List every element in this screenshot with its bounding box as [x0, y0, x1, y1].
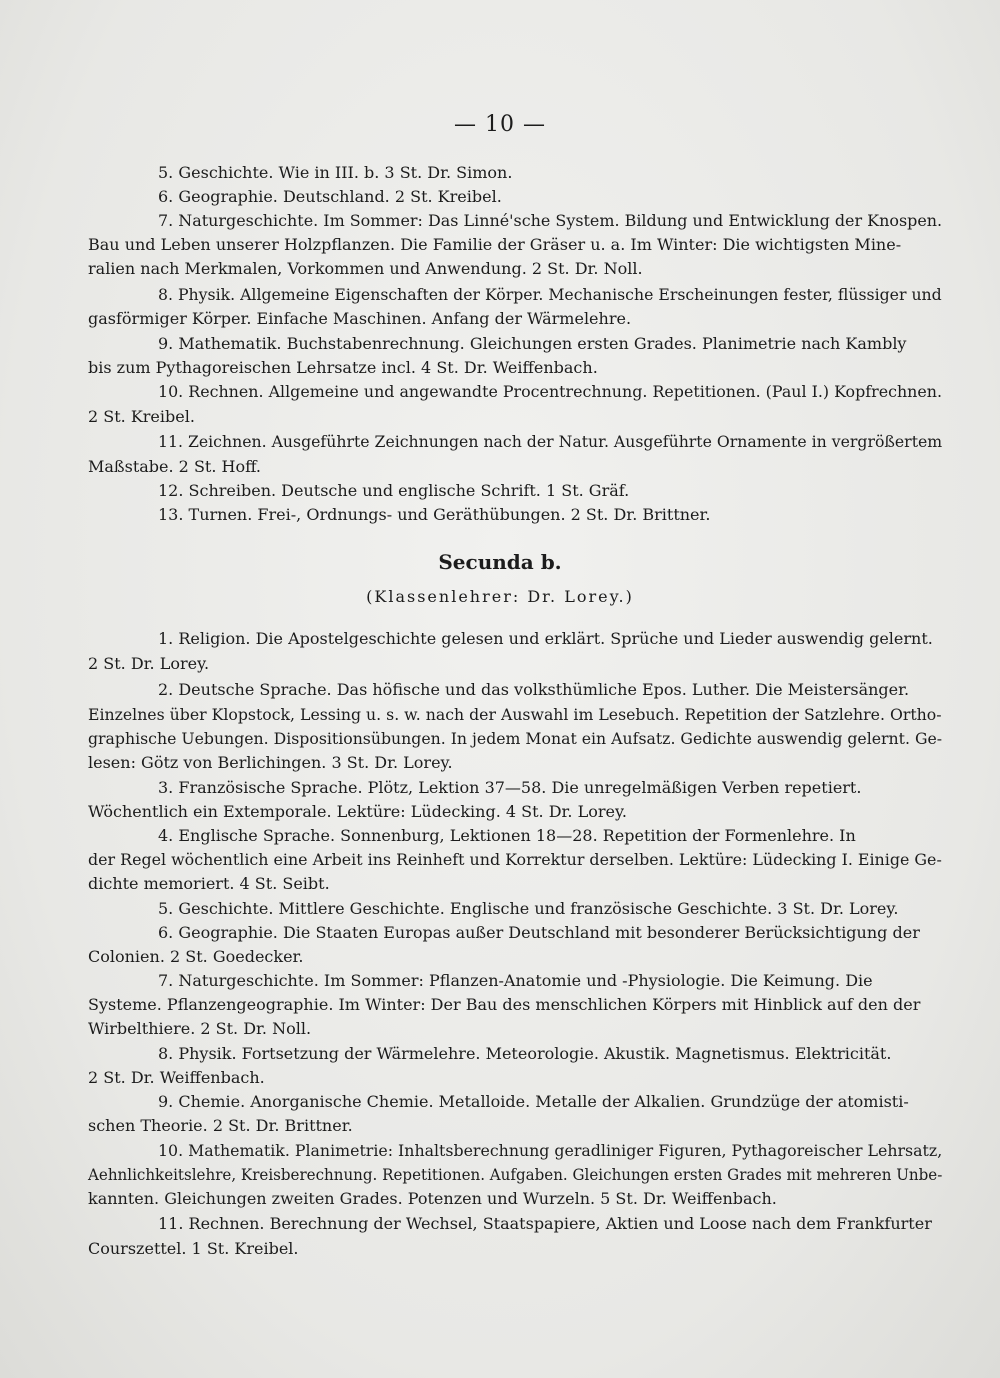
text-line: 6. Geographie. Die Staaten Europas außer Deutschland mit besonderer Berücksichtigung der [158, 923, 920, 942]
text-line: 13. Turnen. Frei-, Ordnungs- und Geräthübungen. 2 St. Dr. Brittner. [158, 505, 711, 524]
text-line: 4. Englische Sprache. Sonnenburg, Lektionen 18—28. Repetition der Formenlehre. In [158, 826, 856, 845]
text-line: 2. Deutsche Sprache. Das höfische und das volksthümliche Epos. Luther. Die Meistersänger. [158, 680, 910, 699]
text-line: 7. Naturgeschichte. Im Sommer: Das Linné'sche System. Bildung und Entwicklung der Knospen. [158, 211, 943, 230]
text-line: 10. Rechnen. Allgemeine und angewandte Procentrechnung. Repetitionen. (Paul I.) Kopfrechnen. [158, 382, 943, 401]
text-line: Aehnlichkeitslehre, Kreisberechnung. Repetitionen. Aufgaben. Gleichungen ersten Grades mit mehreren Unbe- [88, 1165, 943, 1184]
text-line: 11. Rechnen. Berechnung der Wechsel, Staatspapiere, Aktien und Loose nach dem Frankfurter [158, 1214, 932, 1233]
text-line: Einzelnes über Klopstock, Lessing u. s. w. nach der Auswahl im Lesebuch. Repetition der Satzlehre. Ortho- [88, 705, 942, 724]
text-line: 8. Physik. Fortsetzung der Wärmelehre. Meteorologie. Akustik. Magnetismus. Elektricität. [158, 1044, 892, 1063]
text-line: Courszettel. 1 St. Kreibel. [88, 1239, 299, 1258]
text-line: 12. Schreiben. Deutsche und englische Schrift. 1 St. Gräf. [158, 481, 630, 500]
text-line: der Regel wöchentlich eine Arbeit ins Reinheft und Korrektur derselben. Lektüre: Lüdecking I. Einige Ge- [88, 850, 942, 869]
text-line: Bau und Leben unserer Holzpflanzen. Die Familie der Gräser u. a. Im Winter: Die wichtigsten Mine- [88, 235, 902, 254]
text-line: kannten. Gleichungen zweiten Grades. Potenzen und Wurzeln. 5 St. Dr. Weiffenbach. [88, 1189, 777, 1208]
text-line: Colonien. 2 St. Goedecker. [88, 947, 304, 966]
text-line: schen Theorie. 2 St. Dr. Brittner. [88, 1116, 353, 1135]
text-line: 2 St. Kreibel. [88, 407, 195, 426]
text-line: 5. Geschichte. Mittlere Geschichte. Englische und französische Geschichte. 3 St. Dr. Lorey. [158, 899, 899, 918]
text-line: 10. Mathematik. Planimetrie: Inhaltsberechnung geradliniger Figuren, Pythagoreischer Lehrsatz, [158, 1141, 943, 1160]
text-line: 9. Chemie. Anorganische Chemie. Metalloide. Metalle der Alkalien. Grundzüge der atomisti- [158, 1092, 909, 1111]
text-line: bis zum Pythagoreischen Lehrsatze incl. 4 St. Dr. Weiffenbach. [88, 358, 598, 377]
text-line: gasförmiger Körper. Einfache Maschinen. Anfang der Wärmelehre. [88, 309, 632, 328]
text-line: Wöchentlich ein Extemporale. Lektüre: Lüdecking. 4 St. Dr. Lorey. [88, 802, 627, 821]
text-line: Wirbelthiere. 2 St. Dr. Noll. [88, 1019, 312, 1038]
text-line: graphische Uebungen. Dispositionsübungen. In jedem Monat ein Aufsatz. Gedichte auswendig gelernt. Ge- [88, 729, 943, 748]
text-line: Systeme. Pflanzengeographie. Im Winter: Der Bau des menschlichen Körpers mit Hinblick auf den der [88, 995, 921, 1014]
text-line: 11. Zeichnen. Ausgeführte Zeichnungen nach der Natur. Ausgeführte Ornamente in vergrößertem [158, 432, 943, 451]
text-line: ralien nach Merkmalen, Vorkommen und Anwendung. 2 St. Dr. Noll. [88, 259, 643, 278]
text-line: dichte memoriert. 4 St. Seibt. [88, 874, 330, 893]
text-line: Maßstabe. 2 St. Hoff. [88, 457, 261, 476]
text-line: 6. Geographie. Deutschland. 2 St. Kreibel. [158, 187, 502, 206]
text-line: 7. Naturgeschichte. Im Sommer: Pflanzen-Anatomie und -Physiologie. Die Keimung. Die [158, 971, 873, 990]
page-number: — 10 — [454, 112, 546, 137]
text-line: 1. Religion. Die Apostelgeschichte gelesen und erklärt. Sprüche und Lieder auswendig gelernt. [158, 629, 933, 648]
section-subtitle: (Klassenlehrer: Dr. Lorey.) [366, 587, 634, 606]
text-line: 8. Physik. Allgemeine Eigenschaften der Körper. Mechanische Erscheinungen fester, flüssiger und [158, 285, 942, 304]
text-line: 2 St. Dr. Lorey. [88, 654, 210, 673]
text-line: 3. Französische Sprache. Plötz, Lektion 37—58. Die unregelmäßigen Verben repetiert. [158, 778, 862, 797]
text-line: 9. Mathematik. Buchstabenrechnung. Gleichungen ersten Grades. Planimetrie nach Kambly [158, 334, 907, 353]
text-line: lesen: Götz von Berlichingen. 3 St. Dr. Lorey. [88, 753, 453, 772]
text-line: 2 St. Dr. Weiffenbach. [88, 1068, 265, 1087]
section-title: Secunda b. [438, 550, 562, 574]
text-line: 5. Geschichte. Wie in III. b. 3 St. Dr. Simon. [158, 163, 513, 182]
